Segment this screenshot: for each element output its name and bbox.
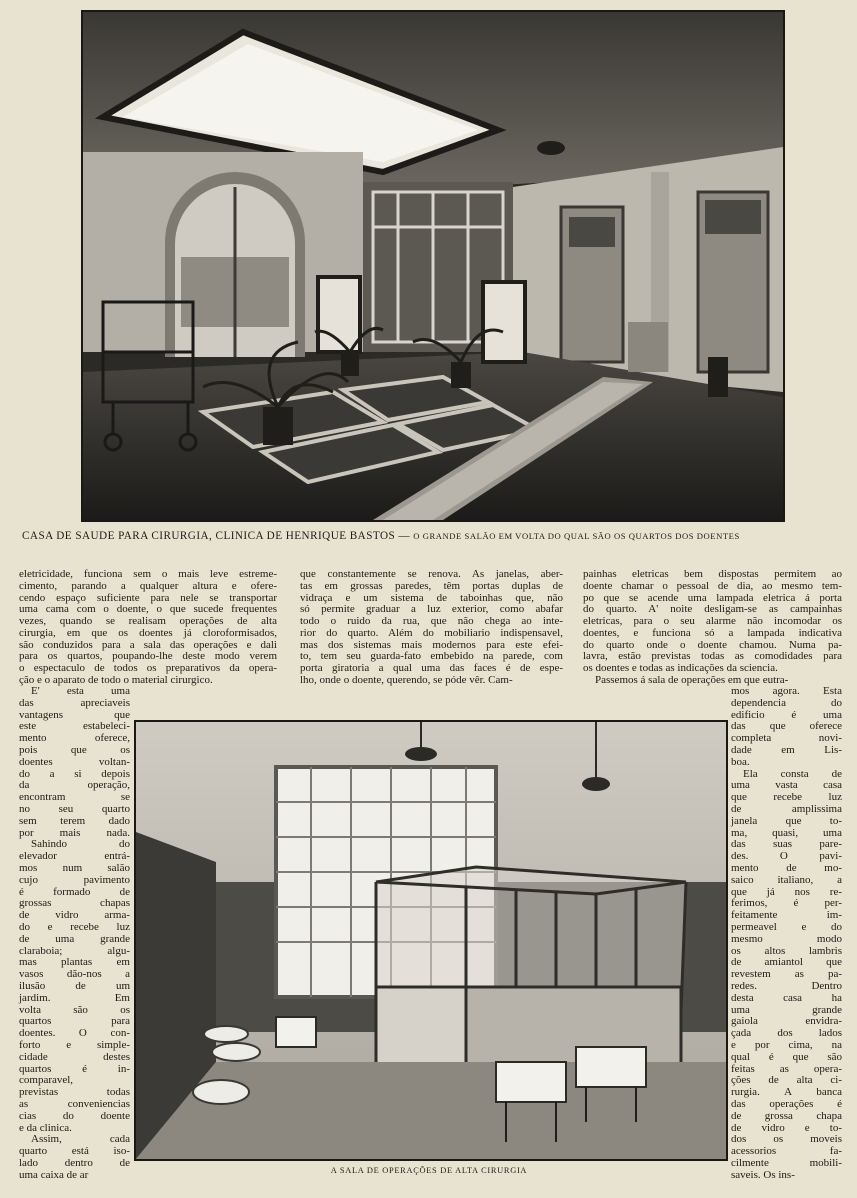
bottom-photo-caption: A SALA DE OPERAÇÕES DE ALTA CIRURGIA: [330, 1166, 528, 1175]
text-line: Passemos á sala de operações em que eutra-: [595, 673, 789, 686]
text-line: doentes. O con-: [19, 1027, 130, 1040]
text-line: previstas todas: [19, 1086, 130, 1099]
text-line: vezes, quando se realisam operações de alta: [19, 615, 277, 627]
text-line: lho, onde o doente, querendo, se póde vêr. Cam-: [300, 673, 513, 686]
text-line: que recebe luz: [731, 791, 842, 804]
caption-title: CASA DE SAUDE PARA CIRURGIA, CLINICA DE HENRIQUE BASTOS —: [22, 530, 411, 542]
text-line: de vidro e to-: [731, 1121, 842, 1134]
photo-grand-salon: [81, 10, 785, 522]
text-line: desta casa ha: [731, 991, 842, 1004]
text-line: des. O pavi-: [731, 850, 842, 863]
text-line: mos num salão: [19, 862, 130, 874]
text-line: feitas as opera-: [731, 1062, 842, 1075]
text-line: rior do quarto. Além do mobiliario indispensavel,: [300, 626, 563, 639]
text-line: quarto está iso-: [19, 1145, 130, 1158]
text-line: lado dentro de: [19, 1157, 130, 1169]
text-line: das apreciaveis: [19, 696, 130, 709]
text-line: boa.: [731, 755, 750, 768]
text-line: para os quartos, poupando-lhe deste modo verem: [19, 650, 277, 663]
text-line: dependencia do: [731, 696, 842, 709]
text-line: acessorios fa-: [731, 1145, 842, 1158]
text-line: gaiola envidra-: [731, 1015, 842, 1028]
text-line: de vidro arma-: [19, 909, 130, 922]
text-line: por mais nada.: [19, 826, 130, 839]
text-line: de amiantol que: [731, 956, 842, 969]
text-line: e por cima, na: [731, 1039, 842, 1051]
text-line: volta são os: [19, 1003, 130, 1016]
photo-operating-room: [134, 720, 728, 1161]
top-photo-caption: [22, 530, 837, 542]
text-line: E' esta uma: [31, 685, 130, 697]
text-line: painhas eletricas bem dispostas permitem ao: [583, 568, 842, 580]
text-line: dos os moveis: [731, 1133, 842, 1146]
text-line: no seu quarto: [19, 803, 130, 815]
text-line: as conveniencias: [19, 1098, 130, 1110]
operating-room-illustration: [136, 722, 726, 1159]
text-line: eletricas, para o seu alarme não incomodar os: [583, 615, 842, 627]
text-line: edificio é uma: [731, 708, 842, 721]
text-line: das suas pare-: [731, 838, 842, 851]
text-line: vantagens que: [19, 708, 130, 721]
text-line: o espectaculo de todos os preparativos da opera-: [19, 662, 277, 674]
text-line: feitamente im-: [731, 909, 842, 922]
text-line: completa novi-: [731, 732, 842, 745]
text-line: mesmo modo: [731, 932, 842, 945]
text-line: mos agora. Esta: [731, 685, 842, 697]
text-line: po que se acende uma lampada eletrica á porta: [583, 591, 842, 604]
text-line: são conduzidos para a sala das operações e dali: [19, 638, 277, 651]
text-line: doentes, e funciona só a lampada indicativa: [583, 626, 842, 639]
text-line: cimento, parando a qualquer altura e ofere-: [19, 579, 277, 592]
text-line: cujo pavimento: [19, 873, 130, 886]
text-line: ções de alta ci-: [731, 1074, 842, 1087]
text-line: pois que os: [19, 744, 130, 756]
text-line: do a si depois: [19, 767, 130, 780]
text-line: cias do doente: [19, 1109, 130, 1122]
text-line: das operações é: [731, 1098, 842, 1110]
text-line: do quarto. A' noite desligam-se as campainhas: [583, 603, 842, 616]
text-line: ferimos, é per-: [731, 897, 842, 910]
text-line: comparavel,: [19, 1074, 74, 1087]
text-line: quartos é in-: [19, 1062, 130, 1075]
text-line: este estabeleci-: [19, 720, 130, 733]
text-line: grossas chapas: [19, 897, 130, 910]
text-line: claraboia; algu-: [19, 944, 130, 957]
text-line: ma, quasi, uma: [731, 826, 842, 839]
text-line: mas plantas em: [19, 956, 130, 969]
text-line: Sahindo do: [31, 838, 130, 851]
text-line: permeavel e do: [731, 921, 842, 933]
text-line: de amplissima: [731, 803, 842, 815]
text-line: uma cama com o doente, o que sucede frequentes: [19, 603, 277, 616]
text-line: que já nos re-: [731, 885, 842, 898]
text-line: os doentes e todas as indicações da sciencia.: [583, 662, 778, 674]
text-line: cidade destes: [19, 1050, 130, 1063]
text-line: çada dos lados: [731, 1027, 842, 1040]
text-line: sem terem dado: [19, 814, 130, 827]
text-line: tas em grossas paredes, têm portas duplas de: [300, 579, 563, 592]
text-line: é formado de: [19, 885, 130, 898]
text-line: Ela consta de: [743, 767, 842, 780]
text-line: mento de mo-: [731, 862, 842, 874]
text-line: forto e simple-: [19, 1039, 130, 1051]
text-line: qual é que são: [731, 1050, 842, 1063]
text-line: que constantemente se renova. As janelas, aber-: [300, 568, 563, 580]
text-line: elevador entrá-: [19, 850, 130, 863]
text-line: uma grande: [731, 1003, 842, 1016]
text-line: uma caixa de ar: [19, 1168, 89, 1181]
text-line: mas dos sistemas mais modernos para este efei-: [300, 638, 563, 651]
text-line: e da clinica.: [19, 1121, 72, 1134]
text-line: vidraça e um sistema de taboinhas que, não: [300, 591, 563, 604]
text-line: cendo espaço suficiente para nele se transportar: [19, 591, 277, 604]
text-line: mento oferece,: [19, 732, 130, 745]
text-line: de grossa chapa: [731, 1109, 842, 1122]
text-line: eletricidade, funciona sem o mais leve estreme-: [19, 568, 277, 580]
text-line: das que oferece: [731, 720, 842, 733]
text-line: cilmente mobili-: [731, 1157, 842, 1169]
text-line: porta giratoria a qual uma das faces é de espe-: [300, 662, 563, 674]
text-line: janela que to-: [731, 814, 842, 827]
text-line: lavra, estão previstas todas as comodidades para: [583, 650, 842, 663]
text-line: saico italiano, a: [731, 873, 842, 886]
text-line: de uma grande: [19, 932, 130, 945]
text-line: quartos para: [19, 1015, 130, 1028]
text-line: dade em Lis-: [731, 744, 842, 756]
text-line: vasos dão-nos a: [19, 968, 130, 981]
text-line: uma vasta casa: [731, 779, 842, 792]
text-line: revestem as pa-: [731, 968, 842, 981]
text-line: da operação,: [19, 779, 130, 792]
text-line: só permite graduar a luz exterior, como abafar: [300, 603, 563, 616]
text-line: os altos lambris: [731, 944, 842, 957]
text-line: Assim, cada: [31, 1133, 130, 1146]
text-line: cirurgia, em que os doentes já cloroformisados,: [19, 626, 277, 639]
text-line: to, tem seu guarda-fato embebido na parede, com: [300, 650, 563, 663]
text-line: ção e o aparato de todo o material cirurgico.: [19, 673, 213, 686]
text-line: do e recebe luz: [19, 921, 130, 933]
grand-salon-illustration: [83, 12, 783, 520]
text-line: rurgia. A banca: [731, 1086, 842, 1099]
caption-subtitle: O GRANDE SALÃO EM VOLTA DO QUAL SÃO OS QUARTOS DOS DOENTES: [413, 531, 740, 541]
text-line: redes. Dentro: [731, 980, 842, 992]
text-line: do quarto onde o doente chamou. Numa pa-: [583, 638, 842, 651]
text-line: todo o ruido da rua, que não chega ao inte-: [300, 615, 563, 627]
text-line: encontram se: [19, 791, 130, 804]
text-line: saveis. Os ins-: [731, 1168, 795, 1181]
text-line: ilusão de um: [19, 980, 130, 992]
text-line: jardim. Em: [19, 991, 130, 1004]
text-line: doentes voltan-: [19, 755, 130, 768]
text-line: doente chamar o pessoal de dia, ao mesmo tem-: [583, 579, 842, 592]
